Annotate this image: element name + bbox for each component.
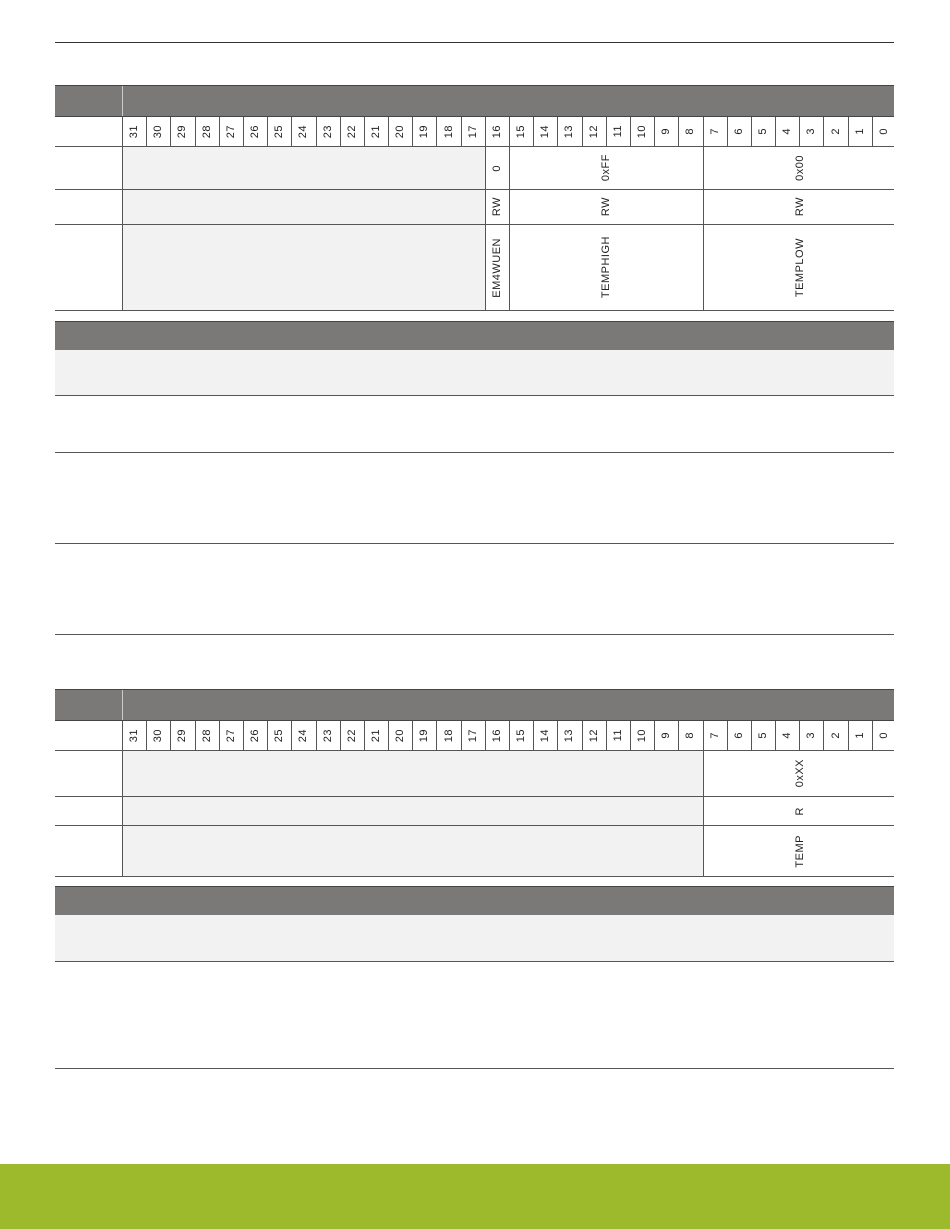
bit-number: 3 <box>805 128 818 135</box>
bit-number-cell <box>849 721 873 750</box>
bit-number-cell <box>268 117 292 146</box>
bit-number: 31 <box>128 124 141 139</box>
access-value: RW <box>794 197 807 217</box>
bit-number-cell <box>631 721 655 750</box>
bit-number: 1 <box>853 732 866 739</box>
field-name-cell <box>510 225 704 310</box>
register-table-header <box>55 689 894 721</box>
bit-number: 11 <box>611 125 624 138</box>
bit-number-row <box>55 117 894 147</box>
reset-cell <box>486 147 510 189</box>
bit-number-cell <box>292 721 316 750</box>
register-table-header <box>55 85 894 117</box>
bit-number-cell <box>704 721 728 750</box>
bit-number-cell <box>728 721 752 750</box>
bit-number-cell <box>655 117 679 146</box>
description-row <box>55 962 894 1069</box>
bit-number-cell <box>728 117 752 146</box>
bit-number: 5 <box>756 732 769 739</box>
bit-number: 18 <box>442 728 455 743</box>
field-name-value: EM4WUEN <box>491 237 504 298</box>
description-row <box>55 453 894 544</box>
bit-number-cell <box>752 117 776 146</box>
field-name-value: TEMPHIGH <box>599 236 612 299</box>
reset-value: 0xXX <box>794 759 807 788</box>
bit-number: 14 <box>539 124 552 139</box>
description-row <box>55 350 894 396</box>
bit-number: 12 <box>587 728 600 743</box>
register-table-1 <box>55 85 894 311</box>
reserved-cell <box>123 797 704 825</box>
reset-row <box>55 751 894 797</box>
bit-number: 8 <box>684 732 697 739</box>
bit-number: 17 <box>466 728 479 743</box>
reset-cell <box>704 751 898 796</box>
bit-number-cell <box>558 117 582 146</box>
bit-number-cell <box>365 117 389 146</box>
bit-number-cell <box>171 721 195 750</box>
bit-number-cell <box>437 117 461 146</box>
bit-number-cell <box>462 117 486 146</box>
bit-number-cell <box>510 117 534 146</box>
bit-number-cell <box>196 721 220 750</box>
bit-number: 20 <box>394 728 407 743</box>
reserved-cell <box>123 190 486 224</box>
bit-number: 2 <box>829 732 842 739</box>
bit-number: 7 <box>708 128 721 135</box>
bit-number-cell <box>196 117 220 146</box>
bit-number: 23 <box>321 124 334 139</box>
bit-number-cell <box>437 721 461 750</box>
bit-number: 21 <box>369 124 382 139</box>
bit-number: 1 <box>853 128 866 135</box>
bit-number-cell <box>341 117 365 146</box>
bit-number: 9 <box>660 128 673 135</box>
field-name-value: TEMP <box>794 834 807 868</box>
bit-number: 17 <box>466 124 479 139</box>
bit-number: 12 <box>587 124 600 139</box>
reset-cell <box>704 147 898 189</box>
bit-number-cell <box>534 117 558 146</box>
bit-number-cell <box>244 117 268 146</box>
description-row <box>55 544 894 635</box>
bit-number-cell <box>873 117 897 146</box>
bit-number: 6 <box>732 732 745 739</box>
reset-value: 0xFF <box>599 154 612 182</box>
bit-number-cell <box>486 117 510 146</box>
access-row <box>55 190 894 225</box>
page-top-rule <box>55 42 894 43</box>
description-table-header <box>55 886 894 915</box>
bit-number-cell <box>147 721 171 750</box>
bit-number: 5 <box>756 128 769 135</box>
reserved-cell <box>123 225 486 310</box>
bit-number-cell <box>558 721 582 750</box>
bit-number: 9 <box>660 732 673 739</box>
bit-number-cell <box>365 721 389 750</box>
bit-number-cell <box>534 721 558 750</box>
access-value: RW <box>599 197 612 217</box>
bit-number-cell <box>220 721 244 750</box>
bit-number-cell <box>413 721 437 750</box>
bit-number-cell <box>486 721 510 750</box>
bit-number: 0 <box>878 128 891 135</box>
bit-number-cell <box>244 721 268 750</box>
bit-number: 15 <box>515 124 528 139</box>
bit-number-cell <box>510 721 534 750</box>
bit-number-cell <box>220 117 244 146</box>
register-table-2 <box>55 689 894 877</box>
bit-number-cell <box>824 721 848 750</box>
bit-number: 14 <box>539 728 552 743</box>
reset-cell <box>510 147 704 189</box>
bit-number: 29 <box>176 728 189 743</box>
reserved-cell <box>123 826 704 876</box>
bit-number-cell <box>776 721 800 750</box>
bit-number: 31 <box>128 728 141 743</box>
bit-number: 6 <box>732 128 745 135</box>
bit-number-cell <box>800 721 824 750</box>
bit-number-cell <box>631 117 655 146</box>
bit-number: 23 <box>321 728 334 743</box>
access-value: R <box>794 806 807 816</box>
access-cell <box>704 190 898 224</box>
bit-number: 24 <box>297 728 310 743</box>
bit-number-cell <box>679 117 703 146</box>
bit-number: 16 <box>490 728 503 743</box>
access-cell <box>510 190 704 224</box>
field-name-value: TEMPLOW <box>794 237 807 298</box>
bit-number-cell <box>583 721 607 750</box>
bit-number: 26 <box>249 728 262 743</box>
bit-number: 25 <box>273 124 286 139</box>
bit-number: 21 <box>369 728 382 743</box>
bit-number-cell <box>607 721 631 750</box>
description-row <box>55 396 894 453</box>
bit-number-cell <box>873 721 897 750</box>
bit-number: 3 <box>805 732 818 739</box>
field-name-cell <box>486 225 510 310</box>
bit-number: 27 <box>224 124 237 139</box>
bit-number: 10 <box>636 728 649 743</box>
bit-number: 25 <box>273 728 286 743</box>
bit-number: 29 <box>176 124 189 139</box>
bit-number-cell <box>413 117 437 146</box>
bit-number-cell <box>752 721 776 750</box>
bit-number-cell <box>583 117 607 146</box>
bit-number: 13 <box>563 728 576 743</box>
bit-number-cell <box>462 721 486 750</box>
bit-number-cell <box>389 117 413 146</box>
bit-number-row <box>55 721 894 751</box>
bit-number-cell <box>655 721 679 750</box>
bit-number: 19 <box>418 728 431 743</box>
reset-row <box>55 147 894 190</box>
bit-number-cell <box>123 117 147 146</box>
field-description-table-1 <box>55 321 894 635</box>
bit-number-cell <box>704 117 728 146</box>
bit-number: 30 <box>152 728 165 743</box>
bit-number-cell <box>123 721 147 750</box>
description-row <box>55 915 894 962</box>
field-name-cell <box>704 225 898 310</box>
bit-number: 0 <box>878 732 891 739</box>
name-row <box>55 225 894 311</box>
bit-number-cell <box>849 117 873 146</box>
bit-number-cell <box>268 721 292 750</box>
bit-number: 27 <box>224 728 237 743</box>
bit-number: 26 <box>249 124 262 139</box>
bit-number-cell <box>800 117 824 146</box>
bit-number: 16 <box>490 124 503 139</box>
bit-number: 28 <box>200 124 213 139</box>
bit-number: 4 <box>781 128 794 135</box>
bit-number: 2 <box>829 128 842 135</box>
bit-number: 24 <box>297 124 310 139</box>
access-cell <box>704 797 898 825</box>
bit-number: 22 <box>345 728 358 743</box>
bit-number-cell <box>607 117 631 146</box>
bit-number-cell <box>679 721 703 750</box>
access-row <box>55 797 894 826</box>
name-row <box>55 826 894 877</box>
bit-number: 28 <box>200 728 213 743</box>
reserved-cell <box>123 751 704 796</box>
access-value: RW <box>491 197 504 217</box>
bit-number-cell <box>389 721 413 750</box>
bit-number-cell <box>147 117 171 146</box>
reset-value: 0x00 <box>794 155 807 181</box>
bit-number-cell <box>317 117 341 146</box>
reset-value: 0 <box>491 164 504 172</box>
bit-number: 19 <box>418 124 431 139</box>
bit-number: 10 <box>636 124 649 139</box>
bit-number: 20 <box>394 124 407 139</box>
field-description-table-2 <box>55 886 894 1069</box>
bit-number-cell <box>171 117 195 146</box>
bit-number-cell <box>292 117 316 146</box>
bit-number-cell <box>824 117 848 146</box>
bit-number: 7 <box>708 732 721 739</box>
bit-number: 8 <box>684 128 697 135</box>
bit-number: 18 <box>442 124 455 139</box>
bit-number-cell <box>776 117 800 146</box>
bit-number: 13 <box>563 124 576 139</box>
bit-number: 30 <box>152 124 165 139</box>
bit-number: 15 <box>515 728 528 743</box>
bit-number-cell <box>341 721 365 750</box>
description-table-header <box>55 321 894 350</box>
bit-number: 22 <box>345 124 358 139</box>
field-name-cell <box>704 826 898 876</box>
bit-number: 11 <box>611 729 624 742</box>
access-cell <box>486 190 510 224</box>
bit-number-cell <box>317 721 341 750</box>
bit-number: 4 <box>781 732 794 739</box>
footer-bar <box>0 1164 950 1229</box>
reserved-cell <box>123 147 486 189</box>
